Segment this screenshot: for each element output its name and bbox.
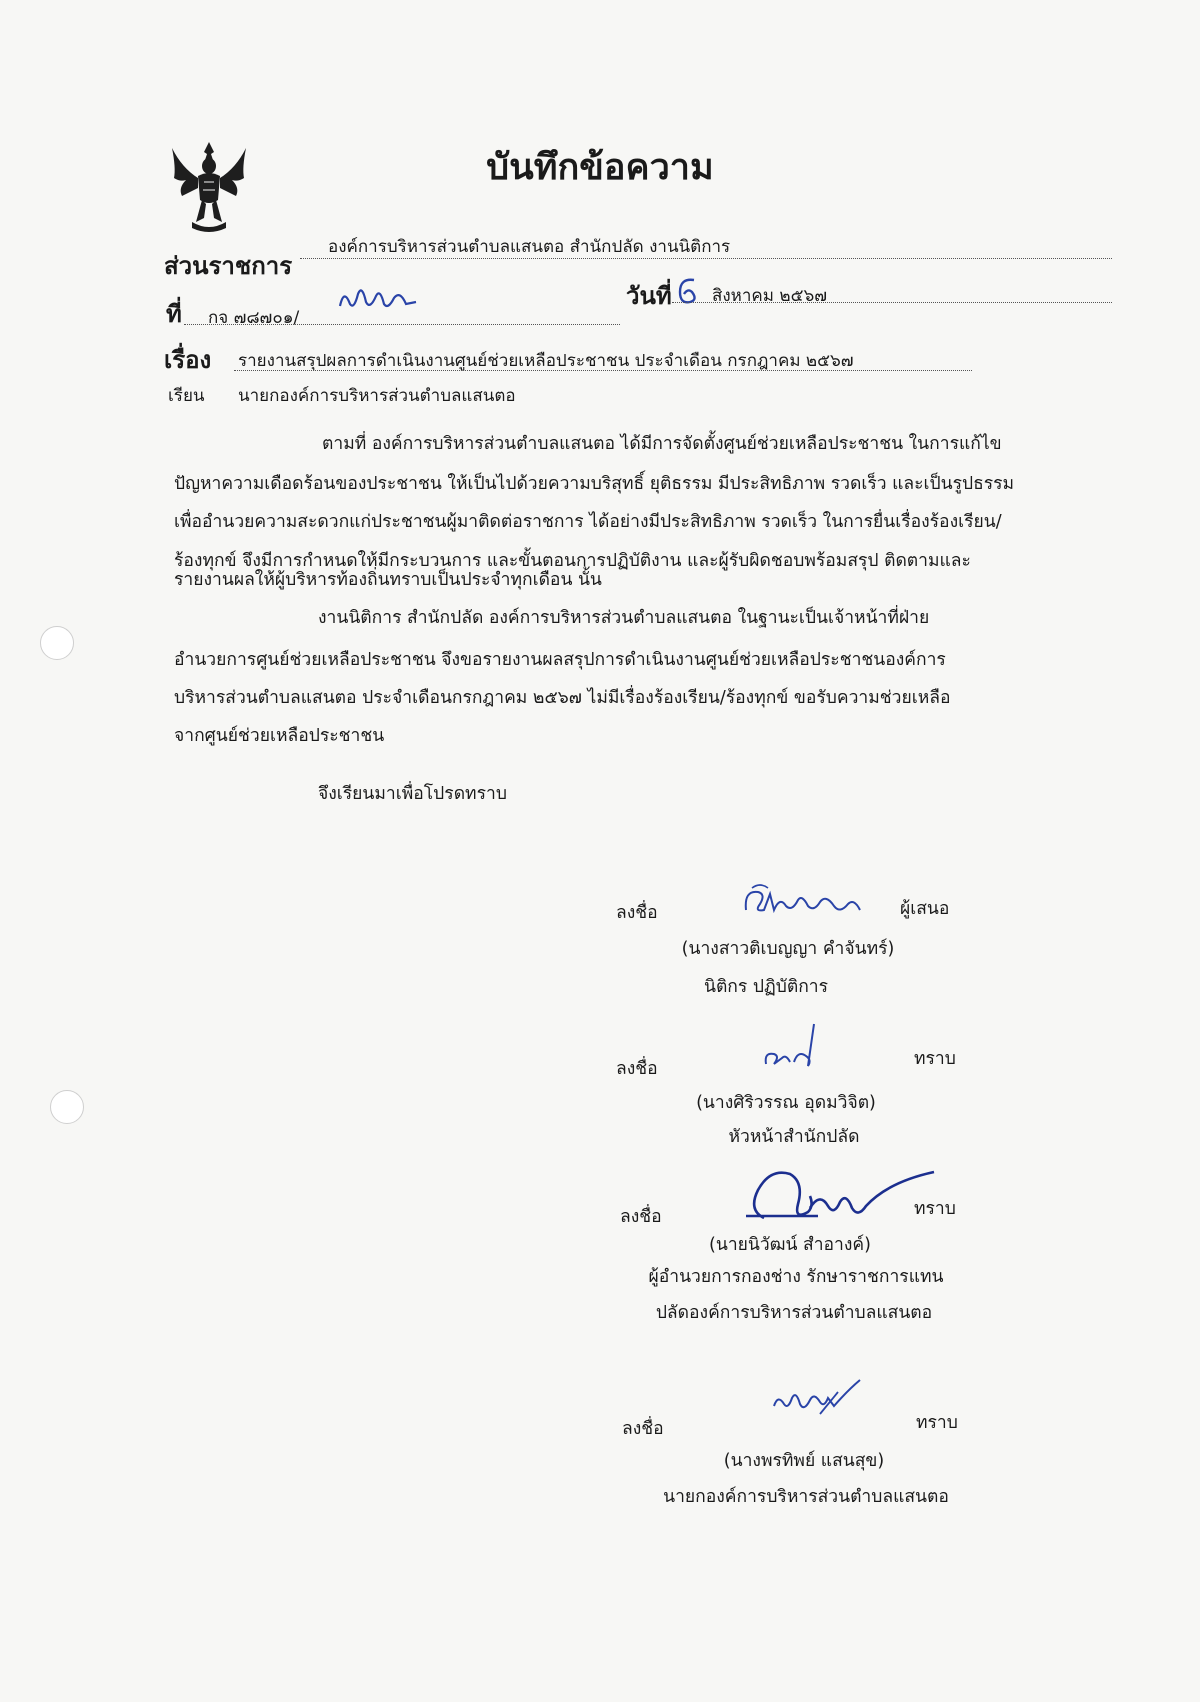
signature-3-sign-label: ลงชื่อ — [620, 1207, 662, 1227]
date-label: วันที่ — [626, 282, 672, 310]
date-dotted-line — [672, 302, 1112, 303]
department-row — [164, 246, 292, 285]
punch-hole-top — [40, 626, 74, 660]
ref-label: ที่ — [166, 300, 182, 328]
ref-row — [166, 294, 182, 333]
memo-title: บันทึกข้อความ — [486, 147, 714, 188]
signature-2-title: หัวหน้าสำนักปลัด — [728, 1127, 860, 1147]
subject-dotted-line — [234, 370, 972, 371]
department-dotted-line — [300, 258, 1112, 259]
signature-2-sign-label: ลงชื่อ — [616, 1059, 658, 1079]
paragraph-2-line-3: บริหารส่วนตำบลแสนตอ ประจำเดือนกรกฎาคม ๒๕๖๗ ไม่มีเรื่องร้องเรียน/ร้องทุกข์ ขอรับความช่วยเหลือ — [174, 688, 951, 708]
signature-3-title-line-1: ผู้อำนวยการกองช่าง รักษาราชการแทน — [648, 1267, 944, 1287]
ref-number-handwritten-icon — [336, 280, 426, 320]
signature-1-name: (นางสาวติเบญญา คำจันทร์) — [681, 939, 895, 959]
signature-3-role: ทราบ — [914, 1199, 956, 1219]
subject-label: เรื่อง — [164, 346, 212, 374]
paragraph-2-line-4: จากศูนย์ช่วยเหลือประชาชน — [174, 726, 385, 746]
paragraph-1-line-4: ร้องทุกข์ จึงมีการกำหนดให้มีกระบวนการ และขั้นตอนการปฏิบัติงาน และผู้รับผิดชอบพร้อมสรุป ติดตามและ — [174, 551, 971, 571]
signature-4-name: (นางพรทิพย์ แสนสุข) — [723, 1451, 885, 1471]
date-row — [626, 276, 672, 315]
punch-hole-bottom — [50, 1090, 84, 1124]
subject-row — [164, 340, 211, 379]
signature-2-role: ทราบ — [914, 1049, 956, 1069]
signature-2-handwritten-icon — [760, 1020, 820, 1076]
signature-3-name: (นายนิวัฒน์ สำอางค์) — [709, 1235, 871, 1255]
signature-4-sign-label: ลงชื่อ — [622, 1419, 664, 1439]
date-value: สิงหาคม ๒๕๖๗ — [712, 286, 828, 306]
department-value: องค์การบริหารส่วนตำบลแสนตอ สำนักปลัด งานนิติการ — [328, 237, 731, 257]
signature-2-name: (นางศิริวรรณ อุดมวิจิต) — [696, 1093, 876, 1113]
signature-1-role: ผู้เสนอ — [900, 899, 950, 919]
signature-4-role: ทราบ — [916, 1413, 958, 1433]
to-label: เรียน — [168, 386, 205, 406]
signature-1-sign-label: ลงชื่อ — [616, 903, 658, 923]
signature-4-title: นายกองค์การบริหารส่วนตำบลแสนตอ — [663, 1487, 949, 1507]
department-label: ส่วนราชการ — [164, 252, 293, 280]
subject-value: รายงานสรุปผลการดำเนินงานศูนย์ช่วยเหลือประชาชน ประจำเดือน กรกฎาคม ๒๕๖๗ — [238, 351, 854, 371]
signature-1-handwritten-icon — [740, 880, 880, 924]
signature-4-handwritten-icon — [768, 1376, 868, 1426]
paragraph-1-line-1: ตามที่ องค์การบริหารส่วนตำบลแสนตอ ได้มีการจัดตั้งศูนย์ช่วยเหลือประชาชน ในการแก้ไข — [322, 434, 1002, 454]
closing-line: จึงเรียนมาเพื่อโปรดทราบ — [318, 784, 507, 804]
paragraph-1-line-3: เพื่ออำนวยความสะดวกแก่ประชาชนผู้มาติดต่อราชการ ได้อย่างมีประสิทธิภาพ รวดเร็ว ในการยื่นเรื่องร้องเรียน/ — [174, 512, 1002, 532]
signature-3-handwritten-icon — [738, 1156, 938, 1236]
paragraph-1-line-5: รายงานผลให้ผู้บริหารท้องถิ่นทราบเป็นประจำทุกเดือน นั้น — [174, 570, 602, 590]
ref-dotted-line — [184, 324, 620, 325]
to-value: นายกองค์การบริหารส่วนตำบลแสนตอ — [238, 386, 516, 406]
signature-3-title-line-2: ปลัดองค์การบริหารส่วนตำบลแสนตอ — [655, 1303, 933, 1323]
paragraph-2-line-1: งานนิติการ สำนักปลัด องค์การบริหารส่วนตำบลแสนตอ ในฐานะเป็นเจ้าหน้าที่ฝ่าย — [318, 608, 930, 628]
signature-1-title: นิติกร ปฏิบัติการ — [703, 977, 829, 997]
paragraph-1-line-2: ปัญหาความเดือดร้อนของประชาชน ให้เป็นไปด้วยความบริสุทธิ์ ยุติธรรม มีประสิทธิภาพ รวดเร็ว และเป็นรูปธรรม — [174, 474, 1015, 494]
ref-value: กจ ๗๘๗๐๑/ — [208, 308, 300, 328]
paragraph-2-line-2: อำนวยการศูนย์ช่วยเหลือประชาชน จึงขอรายงานผลสรุปการดำเนินงานศูนย์ช่วยเหลือประชาชนองค์การ — [174, 650, 946, 670]
